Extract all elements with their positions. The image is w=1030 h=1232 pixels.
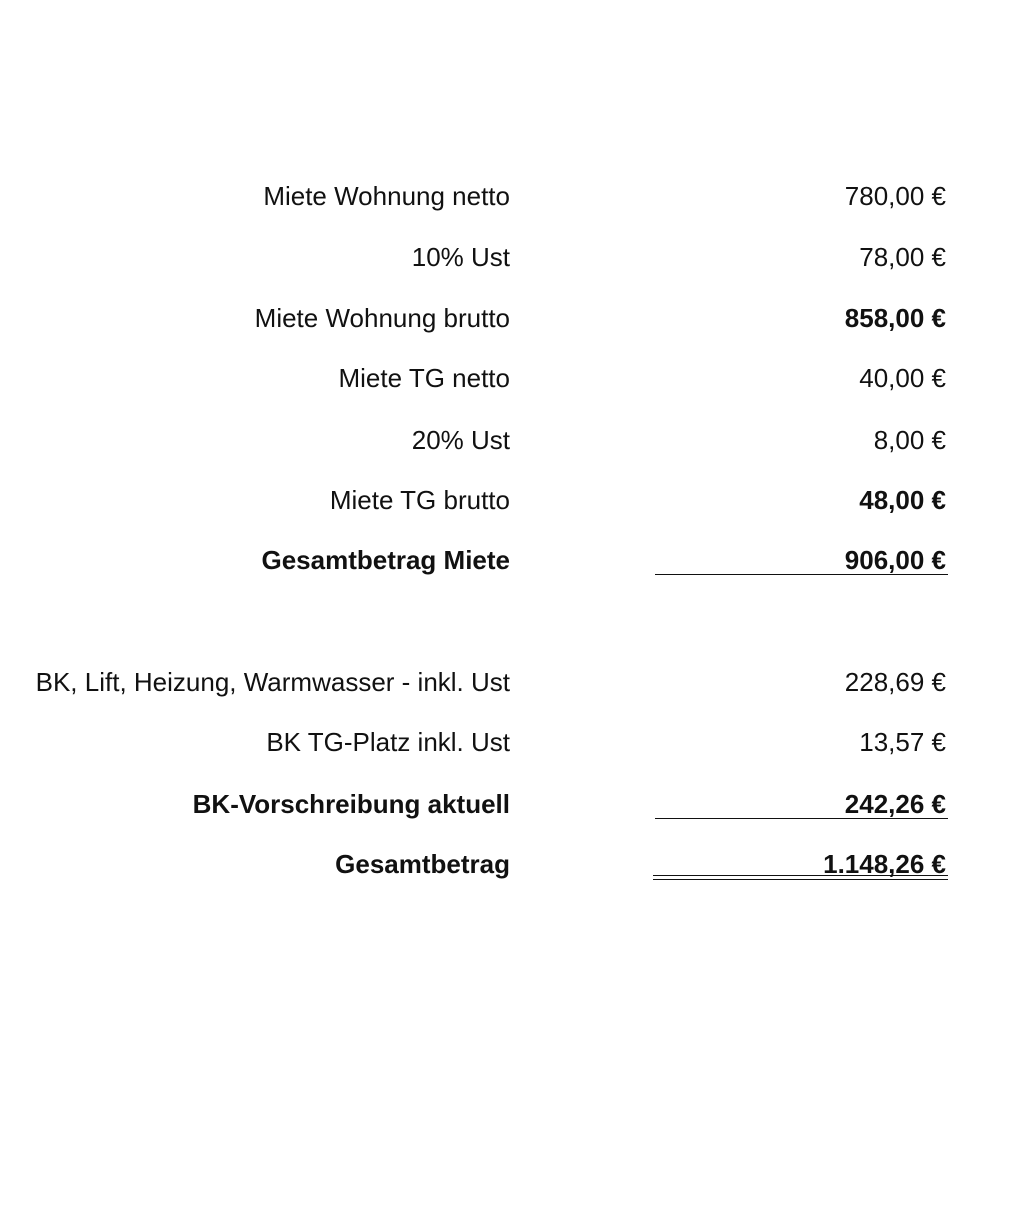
row-label: Gesamtbetrag Miete	[261, 545, 510, 575]
row-amount: 40,00 €	[859, 363, 946, 393]
row-ust-10	[0, 237, 1030, 277]
grand-total-double-rule	[653, 875, 948, 880]
row-label: BK-Vorschreibung aktuell	[192, 789, 510, 819]
row-amount: 906,00 €	[844, 545, 946, 575]
row-miete-wohnung-brutto	[0, 298, 1030, 338]
row-amount: 858,00 €	[844, 303, 946, 333]
row-miete-tg-netto	[0, 358, 1030, 398]
row-label: Gesamtbetrag	[335, 849, 510, 879]
row-amount: 1.148,26 €	[823, 849, 946, 879]
row-label: Miete TG brutto	[329, 485, 510, 515]
row-bk-lift-heizung	[0, 662, 1030, 702]
row-label: BK TG-Platz inkl. Ust	[266, 727, 510, 757]
row-label: 10% Ust	[411, 242, 510, 272]
row-label: Miete Wohnung netto	[263, 181, 510, 211]
row-amount: 780,00 €	[844, 181, 946, 211]
row-amount: 8,00 €	[873, 425, 946, 455]
row-ust-20	[0, 420, 1030, 460]
row-amount: 228,69 €	[844, 667, 946, 697]
row-amount: 242,26 €	[844, 789, 946, 819]
row-amount: 48,00 €	[859, 485, 946, 515]
row-label: Miete Wohnung brutto	[254, 303, 510, 333]
row-miete-wohnung-netto	[0, 176, 1030, 216]
row-amount: 13,57 €	[859, 727, 946, 757]
row-miete-tg-brutto	[0, 480, 1030, 520]
row-label: Miete TG netto	[338, 363, 510, 393]
subtotal-rule	[655, 818, 948, 819]
row-label: BK, Lift, Heizung, Warmwasser - inkl. Ust	[35, 667, 510, 697]
row-bk-tg-platz	[0, 722, 1030, 762]
row-label: 20% Ust	[411, 425, 510, 455]
subtotal-rule	[655, 574, 948, 575]
row-amount: 78,00 €	[859, 242, 946, 272]
